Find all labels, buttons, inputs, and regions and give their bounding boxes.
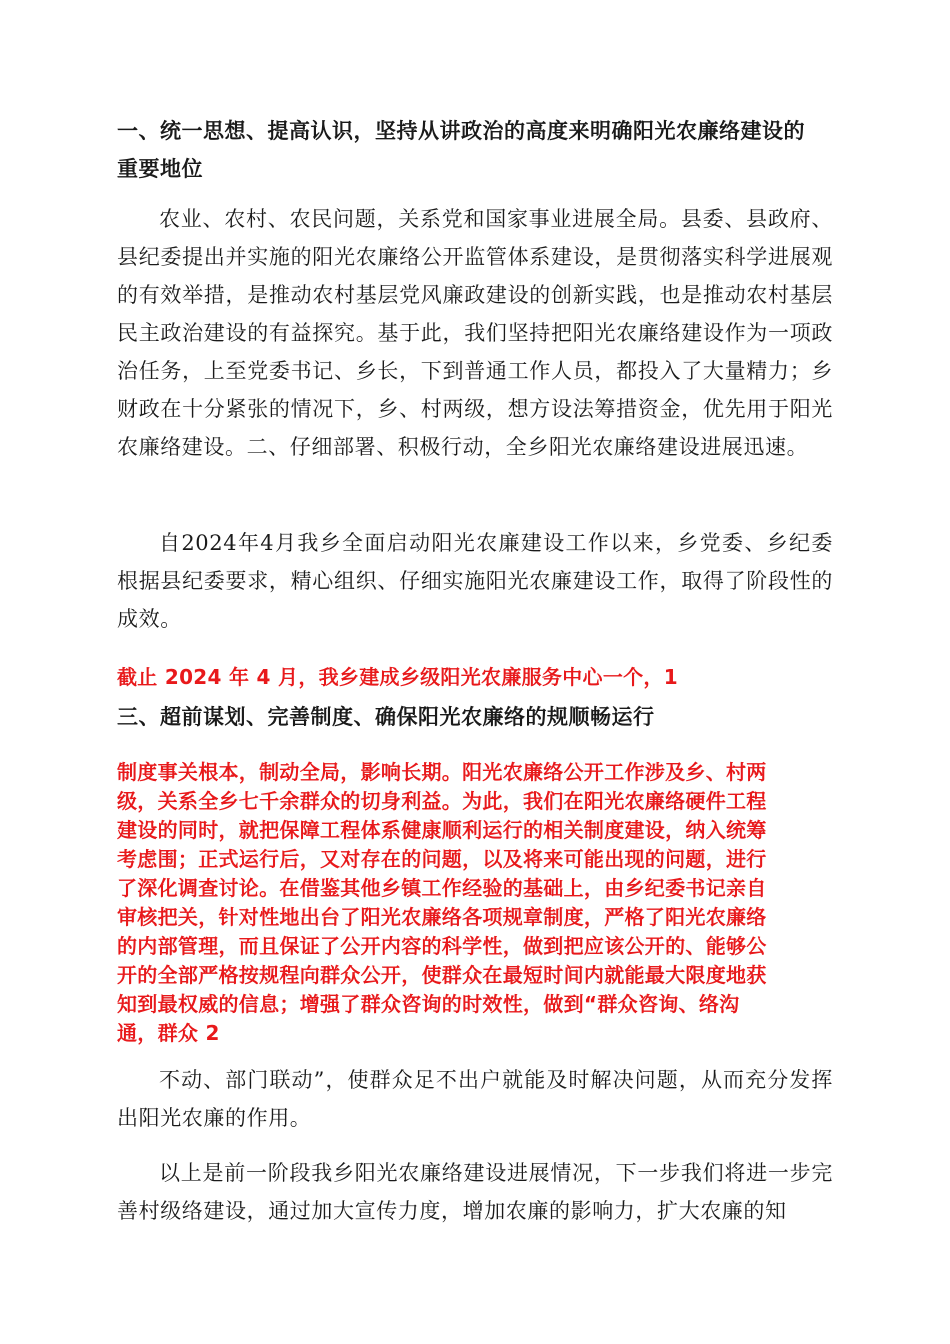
paragraph-4: 以上是前一阶段我乡阳光农廉络建设进展情况，下一步我们将进一步完善村级络建设，通过加大宣传力度，增加农廉的影响力，扩大农廉的知	[117, 1161, 833, 1223]
highlight-line: 制度事关根本，制动全局，影响长期。阳光农廉络公开工作涉及乡、村两	[117, 760, 767, 784]
paragraph-1: 农业、农村、农民问题，关系党和国家事业进展全局。县委、县政府、县纪委提出并实施的阳光农廉络公开监管体系建设，是贯彻落实科学进展观的有效举措，是推动农村基层党风廉政建设的创新实践，也是推动农村基层民主政治建设的有益探究。基于此，我们坚持把阳光农廉络建设作为一项政治任务，上至党委书记、乡长，下到普通工作人员，都投入了大量精力；乡财政在十分紧张的情况下，乡、村两级，想方设法筹措资金，优先用于阳光农廉络建设。二、仔细部署、积极行动，全乡阳光农廉络建设进展迅速。	[117, 207, 833, 459]
paragraph-2: 自2024年4月我乡全面启动阳光农廉建设工作以来，乡党委、乡纪委根据县纪委要求，精心组织、仔细实施阳光农廉建设工作，取得了阶段性的成效。	[117, 531, 833, 631]
paragraph-3: 不动、部门联动”，使群众足不出户就能及时解决问题，从而充分发挥出阳光农廉的作用。	[117, 1068, 833, 1130]
highlight-line: 知到最权威的信息；增强了群众咨询的时效性，做到“群众咨询、络沟	[117, 992, 740, 1016]
highlight-statistic: 截止 2024 年 4 月，我乡建成乡级阳光农廉服务中心一个，1	[117, 665, 678, 689]
highlight-line: 建设的同时，就把保障工程体系健康顺利运行的相关制度建设，纳入统筹	[117, 818, 767, 842]
section-heading-1	[117, 112, 833, 188]
section-heading-3: 三、超前谋划、完善制度、确保阳光农廉络的规顺畅运行	[117, 705, 655, 729]
heading-1-line-2: 重要地位	[117, 157, 203, 181]
highlight-line: 考虑围；正式运行后，又对存在的问题，以及将来可能出现的问题，进行	[117, 847, 767, 871]
highlight-line: 开的全部严格按规程向群众公开，使群众在最短时间内就能最大限度地获	[117, 963, 767, 987]
highlight-line: 了深化调查讨论。在借鉴其他乡镇工作经验的基础上，由乡纪委书记亲自	[117, 876, 767, 900]
heading-1-line-1: 一、统一思想、提高认识，坚持从讲政治的高度来明确阳光农廉络建设的	[117, 119, 805, 143]
highlight-line: 级，关系全乡七千余群众的切身利益。为此，我们在阳光农廉络硬件工程	[117, 789, 767, 813]
highlight-line: 的内部管理，而且保证了公开内容的科学性，做到把应该公开的、能够公	[117, 934, 767, 958]
highlight-paragraph	[117, 758, 833, 1048]
highlight-line: 通，群众 2	[117, 1021, 220, 1045]
highlight-line: 审核把关，针对性地出台了阳光农廉络各项规章制度，严格了阳光农廉络	[117, 905, 767, 929]
